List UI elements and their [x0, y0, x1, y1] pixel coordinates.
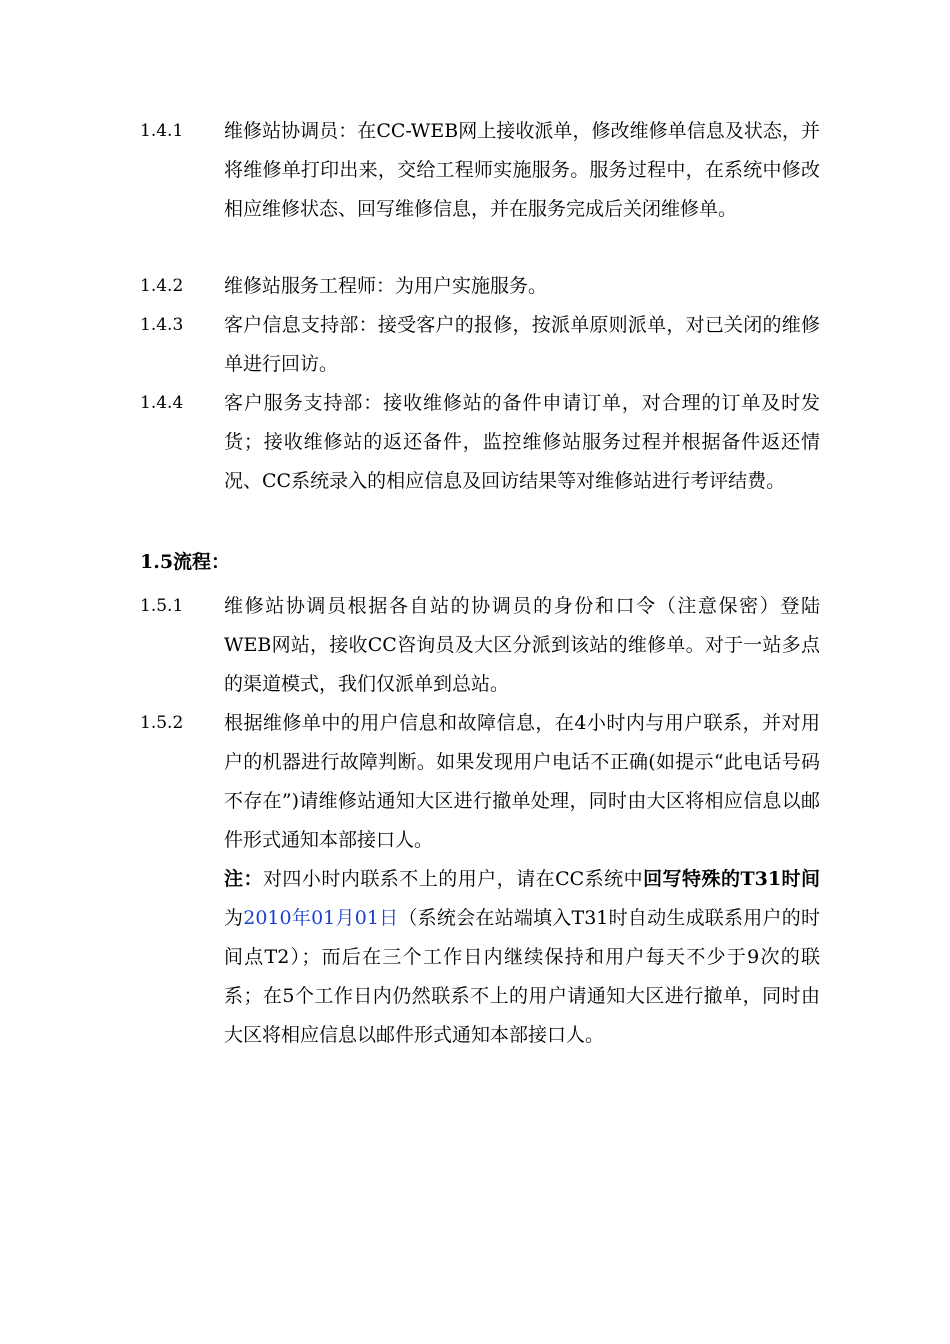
list-item-1-4-2	[140, 267, 820, 306]
note-date: 2010年01月01日	[243, 907, 399, 929]
list-item-1-4-4	[140, 384, 820, 501]
item-text: 根据维修单中的用户信息和故障信息，在4小时内与用户联系，并对用户的机器进行故障判断。如果发现用户电话不正确(如提示“此电话号码不存在”)请维修站通知大区进行撤单处理，同时由大区将相应信息以邮件形式通知本部接口人。	[224, 712, 820, 851]
list-item-1-5-1	[140, 587, 820, 704]
item-text: 维修站协调员根据各自站的协调员的身份和口令（注意保密）登陆WEB网站，接收CC咨询员及大区分派到该站的维修单。对于一站多点的渠道模式，我们仅派单到总站。	[224, 595, 820, 695]
item-text: 客户服务支持部：接收维修站的备件申请订单，对合理的订单及时发货；接收维修站的返还备件，监控维修站服务过程并根据备件返还情况、CC系统录入的相应信息及回访结果等对维修站进行考评结费。	[224, 392, 820, 492]
item-number: 1.5.2	[140, 713, 184, 733]
section-heading-1-5: 1.5流程：	[140, 551, 231, 573]
note-bold-text: 回写特殊的T31时间	[643, 868, 820, 890]
item-text: 客户信息支持部：接受客户的报修，按派单原则派单，对已关闭的维修单进行回访。	[224, 314, 820, 375]
item-number: 1.4.4	[140, 393, 184, 413]
note-label: 注：	[224, 868, 263, 890]
item-number: 1.4.2	[140, 276, 184, 296]
item-number: 1.4.3	[140, 315, 184, 335]
list-item-1-4-1	[140, 112, 820, 229]
list-item-1-5-2	[140, 704, 820, 860]
list-item-1-4-3	[140, 306, 820, 384]
note-text-3: （系统会在站端填入T31时自动生成联系用户的时间点T2）；而后在三个工作日内继续保持和用户每天不少于9次的联系；在5个工作日内仍然联系不上的用户请通知大区进行撤单，同时由大区将相应信息以邮件形式通知本部接口人。	[224, 907, 820, 1046]
item-text: 维修站服务工程师：为用户实施服务。	[224, 275, 548, 297]
note-text-2: 为	[224, 907, 244, 929]
note-text-1: 对四小时内联系不上的用户，请在CC系统中	[262, 868, 644, 890]
item-number: 1.5.1	[140, 596, 184, 616]
item-number: 1.4.1	[140, 121, 184, 141]
note-paragraph	[224, 860, 820, 1055]
item-text: 维修站协调员：在CC-WEB网上接收派单，修改维修单信息及状态，并将维修单打印出来，交给工程师实施服务。服务过程中，在系统中修改相应维修状态、回写维修信息，并在服务完成后关闭维修单。	[224, 120, 820, 220]
